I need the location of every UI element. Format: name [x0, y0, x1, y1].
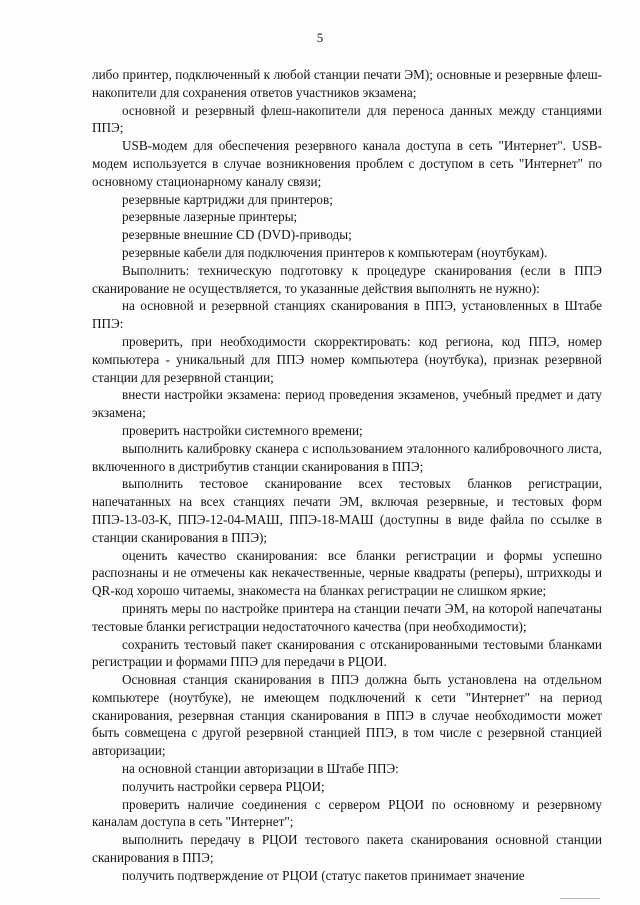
paragraph: проверить настройки системного времени; [122, 422, 363, 438]
paragraph: резервные кабели для подключения принтеров к компьютерам (ноутбукам). [122, 244, 548, 260]
paragraph: резервные картриджи для принтеров; [122, 191, 333, 207]
paragraph: проверить, при необходимости скорректировать: код региона, код ППЭ, номер компьютера - уникальный для ППЭ номер компьютера (ноутбука), признак резервной станции для резервной станции; [92, 333, 602, 385]
paragraph: основной и резервный флеш-накопители для переноса данных между станциями ППЭ; [92, 102, 602, 136]
paragraph: на основной и резервной станциях сканирования в ППЭ, установленных в Штабе ППЭ: [92, 298, 602, 332]
paragraph: выполнить калибровку сканера с использованием эталонного калибровочного листа, включенного в дистрибутив станции сканирования в ППЭ; [92, 440, 602, 474]
page-number: 5 [316, 30, 324, 45]
body-text [92, 66, 602, 885]
paragraph: резервные лазерные принтеры; [122, 209, 298, 225]
paragraph: USB-модем для обеспечения резервного канала доступа в сеть "Интернет". USB-модем используется в случае возникновения проблем с доступом в сеть "Интернет" по основному стационарному каналу связи; [92, 138, 602, 189]
paragraph: проверить наличие соединения с сервером РЦОИ по основному и резервному каналам доступа в сеть "Интернет"; [92, 796, 602, 830]
paragraph: внести настройки экзамена: период проведения экзаменов, учебный предмет и дату экзамена; [92, 387, 602, 421]
paragraph: сохранить тестовый пакет сканирования с отсканированными тестовыми бланками регистрации и формами ППЭ для передачи в РЦОИ. [92, 636, 602, 670]
paragraph: либо принтер, подключенный к любой станции печати ЭМ); основные и резервные флеш-накопители для сохранения ответов участников экзамена; [92, 67, 602, 100]
paragraph: принять меры по настройке принтера на станции печати ЭМ, на которой напечатаны тестовые бланки регистрации недостаточного качества (при необходимости); [92, 600, 602, 634]
page-edge-mark [560, 898, 600, 899]
paragraph: получить подтверждение от РЦОИ (статус пакетов принимает значение [122, 867, 525, 883]
paragraph: выполнить передачу в РЦОИ тестового пакета сканирования основной станции сканирования в ППЭ; [92, 832, 602, 866]
paragraph: получить настройки сервера РЦОИ; [122, 778, 325, 794]
paragraph: Основная станция сканирования в ППЭ должна быть установлена на отдельном компьютере (ноутбуке), не имеющем подключений к сети "Интернет" на период сканирования, резервная станция сканирования в ППЭ в случае необходимости может быть совмещена с другой резервной станцией ППЭ, в том числе с резервной станцией авторизации; [92, 672, 602, 759]
paragraph: оценить качество сканирования: все бланки регистрации и формы успешно распознаны и не отмечены как некачественные, черные квадраты (реперы), штрихкоды и QR-код хорошо читаемы, знакоместа на бланках регистрации не слишком яркие; [92, 547, 602, 599]
paragraph: Выполнить: техническую подготовку к процедуре сканирования (если в ППЭ сканирование не осуществляется, то указанные действия выполнять не нужно): [92, 262, 602, 296]
paragraph: резервные внешние CD (DVD)-приводы; [122, 227, 352, 243]
paragraph: на основной станции авторизации в Штабе ППЭ: [122, 761, 399, 777]
paragraph: выполнить тестовое сканирование всех тестовых бланков регистрации, напечатанных на всех станциях печати ЭМ, включая резервные, и тестовых форм ППЭ-13-03-К, ППЭ-12-04-МАШ, ППЭ-18-МАШ (доступны в виде файла по ссылке в станции сканирования в ППЭ); [92, 476, 602, 545]
